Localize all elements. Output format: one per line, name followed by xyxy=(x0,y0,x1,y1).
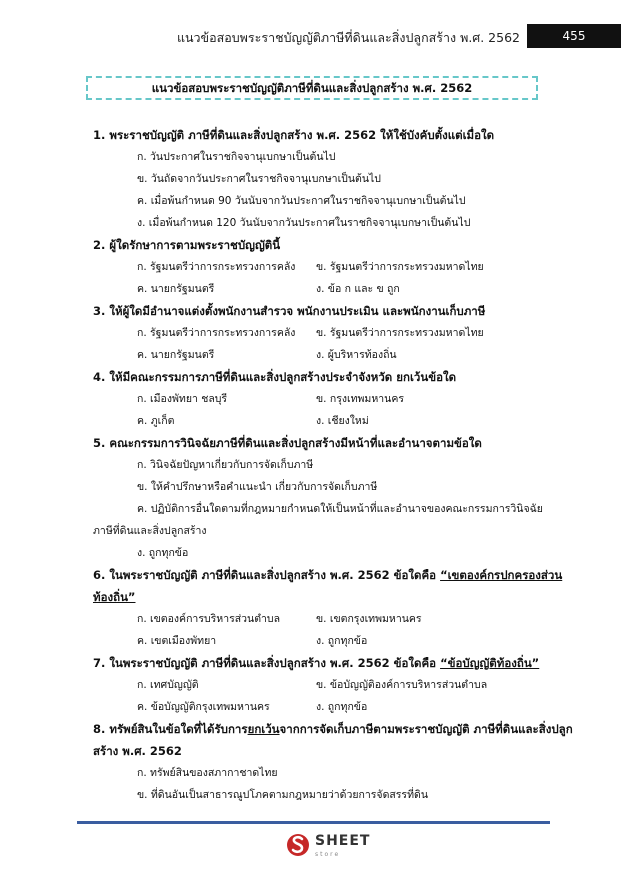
question-6-term: “เขตองค์กรปกครองส่วน xyxy=(440,568,563,582)
option-1-c: ค. เมื่อพ้นกำหนด 90 วันนับจากวันประกาศในราชกิจจานุเบกษาเป็นต้นไป xyxy=(137,195,466,207)
question-8 xyxy=(93,718,573,740)
option-4-a: ก. เมืองพัทยา ชลบุรี xyxy=(137,393,228,405)
option-3-b: ข. รัฐมนตรีว่าการกระทรวงมหาดไทย xyxy=(316,327,484,339)
option-row xyxy=(93,630,563,652)
option-row xyxy=(93,608,563,630)
option-row xyxy=(93,674,563,696)
question-7-text: 7. ในพระราชบัญญัติ ภาษีที่ดินและสิ่งปลูกสร้าง พ.ศ. 2562 ข้อใดคือ xyxy=(93,656,441,670)
option-5-c-continued: ภาษีที่ดินและสิ่งปลูกสร้าง xyxy=(93,525,207,537)
option-7-a: ก. เทศบัญญัติ xyxy=(137,679,199,691)
question-2: 2. ผู้ใดรักษาการตามพระราชบัญญัตินี้ xyxy=(93,238,281,252)
question-6 xyxy=(93,564,563,586)
question-8-line-2: สร้าง พ.ศ. 2562 xyxy=(93,744,182,758)
logo-s-icon xyxy=(287,831,309,859)
option-4-d: ง. เชียงใหม่ xyxy=(316,415,369,427)
option-6-b: ข. เขตกรุงเทพมหานคร xyxy=(316,613,422,625)
option-4-c: ค. ภูเก็ต xyxy=(137,415,175,427)
logo-subtext: store xyxy=(315,851,341,858)
option-1-b: ข. วันถัดจากวันประกาศในราชกิจจานุเบกษาเป็นต้นไป xyxy=(137,173,381,185)
option-7-c: ค. ข้อบัญญัติกรุงเทพมหานคร xyxy=(137,701,270,713)
option-row xyxy=(93,388,563,410)
option-2-c: ค. นายกรัฐมนตรี xyxy=(137,283,215,295)
sheet-store-logo xyxy=(287,831,371,861)
question-7 xyxy=(93,652,563,674)
option-5-a: ก. วินิจฉัยปัญหาเกี่ยวกับการจัดเก็บภาษี xyxy=(137,459,314,471)
option-7-d: ง. ถูกทุกข้อ xyxy=(316,701,368,713)
option-2-a: ก. รัฐมนตรีว่าการกระทรวงการคลัง xyxy=(137,261,296,273)
option-2-b: ข. รัฐมนตรีว่าการกระทรวงมหาดไทย xyxy=(316,261,484,273)
option-row xyxy=(93,322,563,344)
option-5-b: ข. ให้คำปรึกษาหรือคำแนะนำ เกี่ยวกับการจัดเก็บภาษี xyxy=(137,481,378,493)
question-4: 4. ให้มีคณะกรรมการภาษีที่ดินและสิ่งปลูกสร้างประจำจังหวัด ยกเว้นข้อใด xyxy=(93,370,457,384)
question-1: 1. พระราชบัญญัติ ภาษีที่ดินและสิ่งปลูกสร้าง พ.ศ. 2562 ให้ใช้บังคับตั้งแต่เมื่อใด xyxy=(93,128,495,142)
question-8-term: ยกเว้น xyxy=(247,722,280,736)
option-row xyxy=(93,256,563,278)
question-6-text: 6. ในพระราชบัญญัติ ภาษีที่ดินและสิ่งปลูกสร้าง พ.ศ. 2562 ข้อใดคือ xyxy=(93,568,441,582)
option-5-c: ค. ปฏิบัติการอื่นใดตามที่กฎหมายกำหนดให้เป็นหน้าที่และอำนาจของคณะกรรมการวินิจฉัย xyxy=(137,503,543,515)
option-2-d: ง. ข้อ ก และ ข ถูก xyxy=(316,283,400,295)
option-6-c: ค. เขตเมืองพัทยา xyxy=(137,635,217,647)
question-3: 3. ให้ผู้ใดมีอำนาจแต่งตั้งพนักงานสำรวจ พนักงานประเมิน และพนักงานเก็บภาษี xyxy=(93,304,486,318)
option-1-a: ก. วันประกาศในราชกิจจานุเบกษาเป็นต้นไป xyxy=(137,151,336,163)
option-row xyxy=(93,410,563,432)
option-4-b: ข. กรุงเทพมหานคร xyxy=(316,393,404,405)
option-7-b: ข. ข้อบัญญัติองค์การบริหารส่วนตำบล xyxy=(316,679,488,691)
option-row xyxy=(93,278,563,300)
page-number: 455 xyxy=(527,24,621,48)
header-title: แนวข้อสอบพระราชบัญญัติภาษีที่ดินและสิ่งปลูกสร้าง พ.ศ. 2562 xyxy=(176,30,520,45)
option-8-b: ข. ที่ดินอันเป็นสาธารณูปโภคตามกฎหมายว่าด้วยการจัดสรรที่ดิน xyxy=(137,789,428,801)
option-3-a: ก. รัฐมนตรีว่าการกระทรวงการคลัง xyxy=(137,327,296,339)
question-7-term: “ข้อบัญญัติท้องถิ่น” xyxy=(440,656,540,670)
question-8-text-suffix: จากการจัดเก็บภาษีตามพระราชบัญญัติ ภาษีที่ดินและสิ่งปลูก xyxy=(279,722,573,736)
option-5-d: ง. ถูกทุกข้อ xyxy=(137,547,189,559)
document-title-box: แนวข้อสอบพระราชบัญญัติภาษีที่ดินและสิ่งปลูกสร้าง พ.ศ. 2562 xyxy=(86,76,538,100)
question-8-text: 8. ทรัพย์สินในข้อใดที่ได้รับการ xyxy=(93,722,248,736)
question-list xyxy=(93,124,573,806)
question-6-line-2 xyxy=(93,586,563,608)
option-6-d: ง. ถูกทุกข้อ xyxy=(316,635,368,647)
question-6-term-continued: ท้องถิ่น” xyxy=(93,590,136,604)
logo-text: SHEET xyxy=(315,833,371,849)
option-1-d: ง. เมื่อพ้นกำหนด 120 วันนับจากวันประกาศในราชกิจจานุเบกษาเป็นต้นไป xyxy=(137,217,471,229)
option-3-d: ง. ผู้บริหารท้องถิ่น xyxy=(316,349,397,361)
question-5: 5. คณะกรรมการวินิจฉัยภาษีที่ดินและสิ่งปลูกสร้างมีหน้าที่และอำนาจตามข้อใด xyxy=(93,436,482,450)
option-row xyxy=(93,344,563,366)
footer-divider xyxy=(77,821,550,824)
option-6-a: ก. เขตองค์การบริหารส่วนตำบล xyxy=(137,613,281,625)
option-8-a: ก. ทรัพย์สินของสภากาชาดไทย xyxy=(137,767,278,779)
option-row xyxy=(93,696,563,718)
option-3-c: ค. นายกรัฐมนตรี xyxy=(137,349,215,361)
